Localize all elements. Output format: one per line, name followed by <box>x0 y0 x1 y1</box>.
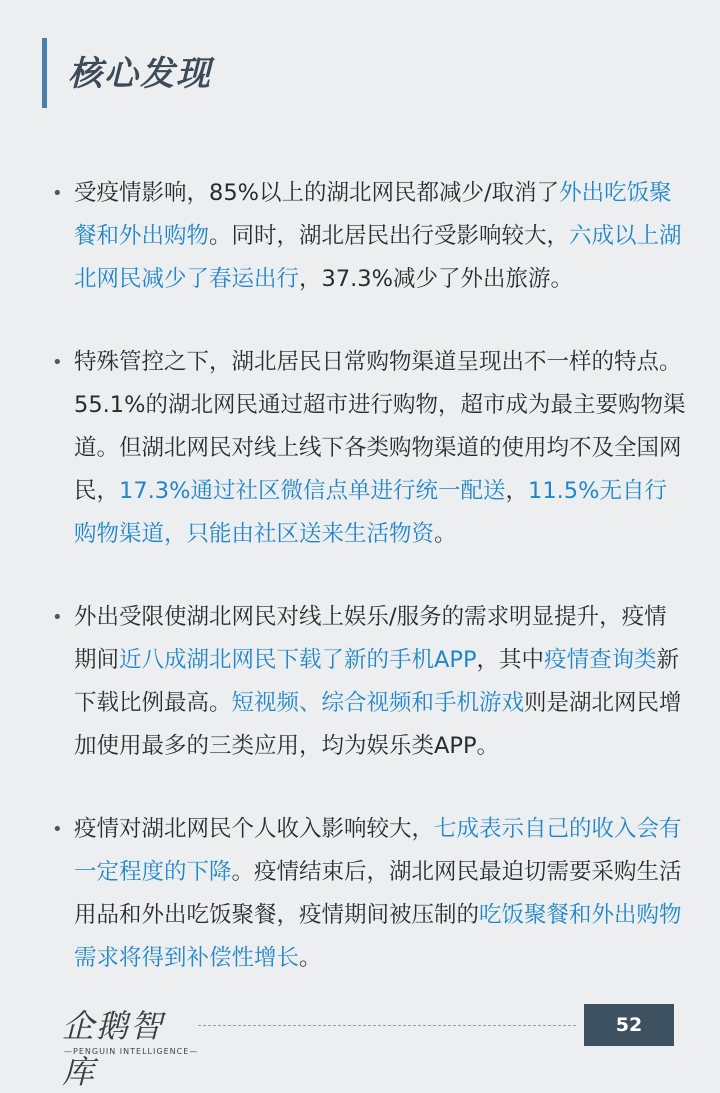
highlight-text: 11.5%无自行购物渠道，只能由社区送来生活物资 <box>74 478 667 547</box>
finding-item <box>52 596 688 768</box>
bullet-icon: • <box>52 607 63 628</box>
text-run: ，其中 <box>476 647 545 673</box>
text-run: ，37.3%减少了外出旅游。 <box>299 266 573 292</box>
finding-text <box>74 604 682 759</box>
text-run: 。 <box>434 521 457 547</box>
bullet-icon: • <box>52 183 63 204</box>
bullet-icon: • <box>52 819 63 840</box>
highlight-text: 外出吃饭聚餐和外出购物 <box>74 180 672 249</box>
text-run: 外出受限使湖北网民对线上娱乐/服务的需求明显提升，疫情期间 <box>74 604 667 673</box>
finding-item <box>52 808 688 980</box>
highlight-text: 六成以上湖北网民减少了春运出行 <box>74 223 682 292</box>
title-accent-bar <box>42 38 47 108</box>
highlight-text: 近八成湖北网民下载了新的手机APP <box>119 647 477 673</box>
highlight-text: 短视频、综合视频和手机游戏 <box>231 690 525 716</box>
highlight-text: 17.3%通过社区微信点单进行统一配送 <box>119 478 506 504</box>
text-run: 疫情对湖北网民个人收入影响较大， <box>74 816 435 842</box>
penguin-intelligence-logo <box>62 1001 199 1091</box>
text-run: 受疫情影响，85%以上的湖北网民都减少/取消了 <box>74 180 560 206</box>
findings-list <box>52 172 688 1020</box>
highlight-text: 七成表示自己的收入会有一定程度的下降 <box>74 816 682 885</box>
text-run: 。同时，湖北居民出行受影响较大， <box>209 223 570 249</box>
finding-text <box>74 816 682 971</box>
finding-text <box>74 349 685 547</box>
page-number: 52 <box>584 1004 674 1046</box>
highlight-text: 疫情查询类 <box>544 647 657 673</box>
text-run: 。疫情结束后，湖北网民最迫切需要采购生活用品和外出吃饭聚餐，疫情期间被压制的 <box>74 859 682 928</box>
text-run: 。 <box>299 945 322 971</box>
finding-item <box>52 341 688 556</box>
text-run: 新下载比例最高。 <box>74 647 680 716</box>
logo-subtitle: —PENGUIN INTELLIGENCE— <box>64 1047 199 1056</box>
logo-text: 企鹅智库 <box>62 1007 165 1091</box>
text-run: 则是湖北网民增加使用最多的三类应用，均为娱乐类APP。 <box>74 690 682 759</box>
finding-text <box>74 180 682 292</box>
text-run: ， <box>505 478 529 504</box>
page-title: 核心发现 <box>68 54 212 94</box>
highlight-text: 吃饭聚餐和外出购物需求将得到补偿性增长 <box>74 902 682 971</box>
footer <box>0 995 720 1091</box>
bullet-icon: • <box>52 352 63 373</box>
finding-item <box>52 172 688 301</box>
footer-divider <box>198 1025 576 1026</box>
text-run: 特殊管控之下，湖北居民日常购物渠道呈现出不一样的特点。55.1%的湖北网民通过超市进行购物，超市成为最主要购物渠道。但湖北网民对线上线下各类购物渠道的使用均不及全国网民， <box>74 349 686 504</box>
